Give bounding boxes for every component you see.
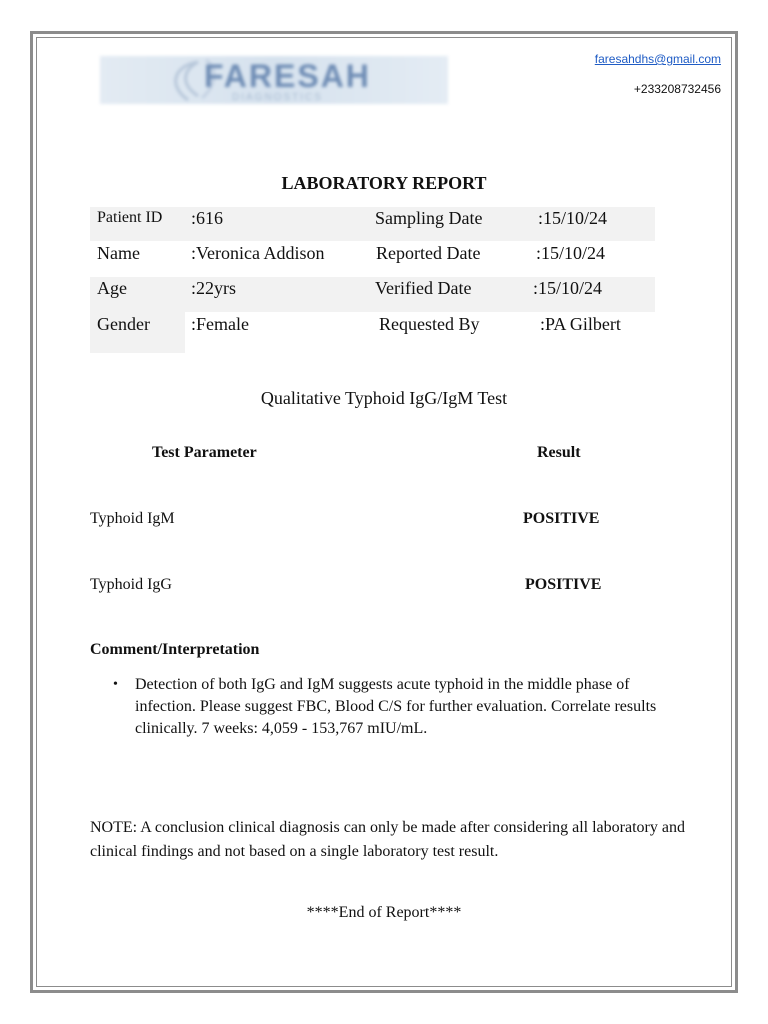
patient-id-value: :616 — [191, 208, 224, 228]
verified-date-label: Verified Date — [375, 278, 472, 298]
age-value: :22yrs — [191, 278, 236, 298]
bullet-icon: • — [113, 677, 118, 692]
name-value: :Veronica Addison — [191, 243, 325, 263]
test-param-igm: Typhoid IgM — [90, 510, 175, 527]
logo-wordmark: FARESAH — [204, 58, 371, 94]
patient-id-label: Patient ID — [97, 209, 163, 226]
contact-phone: +233208732456 — [633, 82, 721, 96]
age-label: Age — [97, 278, 127, 298]
logo-subtitle: DIAGNOSTICS — [232, 92, 323, 103]
gender-label: Gender — [97, 314, 150, 334]
test-param-igg: Typhoid IgG — [90, 576, 172, 593]
name-label: Name — [97, 243, 140, 263]
test-title: Qualitative Typhoid IgG/IgM Test — [260, 388, 508, 408]
disclaimer-note: NOTE: A conclusion clinical diagnosis can only be made after considering all laboratory and clinical findings and not based on a single laboratory test result. — [90, 819, 685, 860]
requested-by-value: :PA Gilbert — [540, 314, 621, 334]
comment-heading: Comment/Interpretation — [90, 641, 260, 658]
report-title: LABORATORY REPORT — [281, 173, 487, 193]
faresah-logo — [100, 56, 448, 104]
gender-value: :Female — [191, 314, 249, 334]
reported-date-label: Reported Date — [376, 243, 481, 263]
contact-email-link[interactable]: faresahdhs@gmail.com — [594, 52, 721, 66]
test-result-igm: POSITIVE — [523, 510, 600, 527]
test-result-igg: POSITIVE — [525, 576, 602, 593]
requested-by-label: Requested By — [379, 314, 480, 334]
result-header: Result — [537, 444, 581, 461]
test-parameter-header: Test Parameter — [152, 444, 257, 461]
end-of-report: ****End of Report**** — [306, 904, 462, 921]
sampling-date-label: Sampling Date — [375, 208, 483, 228]
sampling-date-value: :15/10/24 — [538, 208, 608, 228]
verified-date-value: :15/10/24 — [533, 278, 603, 298]
reported-date-value: :15/10/24 — [536, 243, 606, 263]
comment-text: Detection of both IgG and IgM suggests acute typhoid in the middle phase of infection. Please suggest FBC, Blood C/S for further evaluation. Correlate results clinically. 7 weeks: 4,059 - 153,767 mIU/mL. — [135, 676, 657, 737]
